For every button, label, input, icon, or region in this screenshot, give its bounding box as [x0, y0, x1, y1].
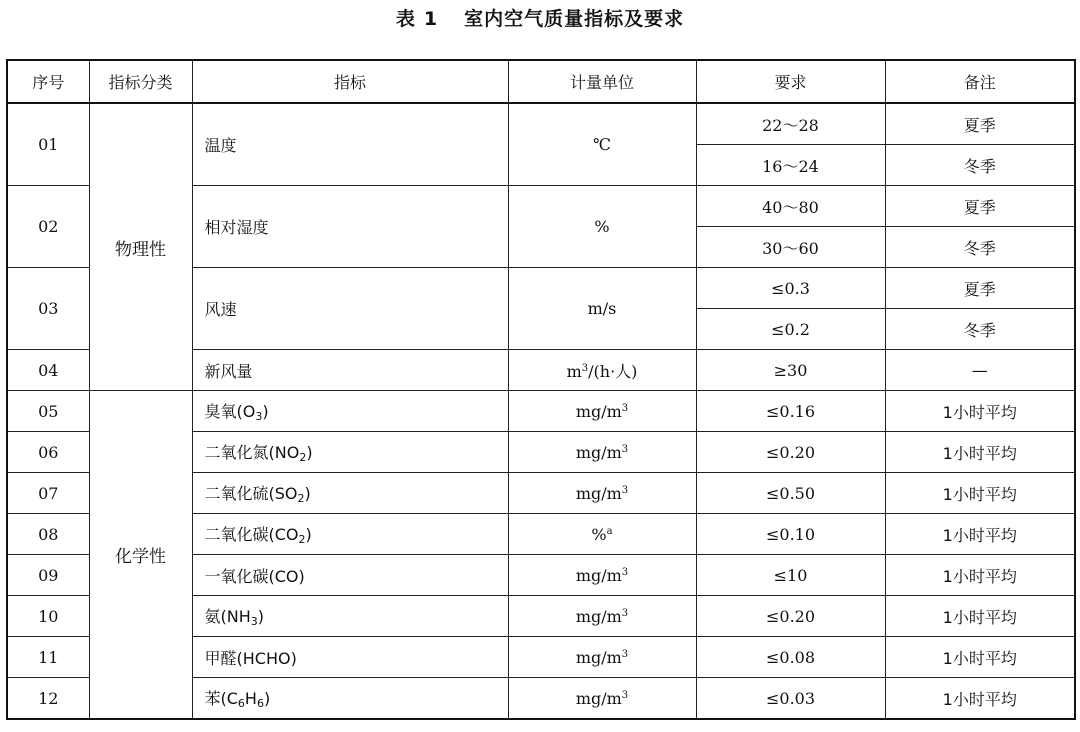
- row-seq: 03: [7, 268, 89, 350]
- indicator-sub: 3: [250, 615, 258, 628]
- row-unit: [508, 555, 696, 596]
- unit-main: %: [591, 524, 607, 544]
- row-note: 1小时平均: [885, 596, 1075, 637]
- row-seq: 04: [7, 350, 89, 391]
- table-title: [0, 7, 1080, 31]
- unit-sup: 3: [581, 362, 589, 374]
- row-unit: [508, 637, 696, 678]
- row-seq: 11: [7, 637, 89, 678]
- row-note: 夏季: [885, 103, 1075, 145]
- row-note: 1小时平均: [885, 678, 1075, 720]
- unit-sup: 3: [621, 648, 629, 660]
- row-note: 1小时平均: [885, 473, 1075, 514]
- indicator-main: 甲醛(HCHO): [204, 648, 297, 668]
- row-unit: [508, 473, 696, 514]
- row-seq: 09: [7, 555, 89, 596]
- row-unit: m/s: [508, 268, 696, 350]
- row-requirement: ≥30: [696, 350, 885, 391]
- unit-sup: 3: [621, 689, 629, 701]
- row-note: 1小时平均: [885, 555, 1075, 596]
- row-seq: 10: [7, 596, 89, 637]
- indicator-main: 氨(NH: [204, 607, 251, 626]
- unit-sup: 3: [621, 566, 629, 578]
- header-unit: 计量单位: [508, 60, 696, 103]
- header-seq: 序号: [7, 60, 89, 103]
- unit-sup: 3: [621, 443, 629, 455]
- indicator-main: 二氧化硫(SO: [204, 484, 298, 503]
- row-seq: 06: [7, 432, 89, 473]
- row-indicator: 温度: [192, 103, 508, 186]
- indicator-sub: 2: [298, 533, 306, 546]
- row-note: 1小时平均: [885, 391, 1075, 432]
- indicator-main: 臭氧(O: [204, 402, 256, 421]
- unit-main: mg/m: [575, 483, 622, 503]
- row-indicator: [192, 432, 508, 473]
- unit-sup: 3: [621, 402, 629, 414]
- indicator-end: ): [262, 402, 269, 421]
- unit-main: mg/m: [575, 442, 622, 462]
- indicator-end: ): [305, 525, 312, 544]
- header-indicator: 指标: [192, 60, 508, 103]
- row-requirement: 16～24: [696, 145, 885, 186]
- table-title-text: 室内空气质量指标及要求: [464, 8, 685, 30]
- row-unit: ℃: [508, 103, 696, 186]
- row-note: 夏季: [885, 186, 1075, 227]
- row-requirement: 30～60: [696, 227, 885, 268]
- row-requirement: 40～80: [696, 186, 885, 227]
- row-seq: 12: [7, 678, 89, 720]
- row-unit: [508, 514, 696, 555]
- table-row: [7, 103, 1075, 145]
- indicator-sub: 2: [299, 451, 307, 464]
- indicator-sub: 3: [255, 410, 263, 423]
- table-title-number: 1: [423, 8, 439, 30]
- header-category: 指标分类: [89, 60, 192, 103]
- row-indicator: [192, 391, 508, 432]
- unit-rest: /(h·人): [588, 361, 638, 381]
- row-indicator: 相对湿度: [192, 186, 508, 268]
- row-note: 1小时平均: [885, 637, 1075, 678]
- indicator-end: ): [263, 689, 271, 708]
- row-unit: [508, 350, 696, 391]
- row-note: 冬季: [885, 227, 1075, 268]
- row-indicator: [192, 678, 508, 720]
- row-seq: 05: [7, 391, 89, 432]
- row-unit: [508, 678, 696, 720]
- row-requirement: 22～28: [696, 103, 885, 145]
- row-note: 冬季: [885, 309, 1075, 350]
- row-indicator: [192, 555, 508, 596]
- row-note: 1小时平均: [885, 432, 1075, 473]
- unit-sup: 3: [621, 607, 629, 619]
- unit-sup: 3: [621, 484, 629, 496]
- row-requirement: ≤0.16: [696, 391, 885, 432]
- unit-main: mg/m: [575, 565, 622, 585]
- unit-main: mg/m: [575, 647, 622, 667]
- row-requirement: ≤0.3: [696, 268, 885, 309]
- indicator-main: 一氧化碳(CO): [204, 566, 305, 586]
- row-note: 1小时平均: [885, 514, 1075, 555]
- indicator-main: 苯(C: [204, 689, 238, 708]
- row-note: —: [885, 350, 1075, 391]
- unit-main: mg/m: [575, 401, 622, 421]
- row-seq: 08: [7, 514, 89, 555]
- header-row: [7, 60, 1075, 103]
- row-seq: 02: [7, 186, 89, 268]
- indicator-main: 二氧化氮(NO: [204, 443, 300, 462]
- row-unit: [508, 596, 696, 637]
- unit-main: m: [566, 361, 582, 381]
- indicator-end: ): [257, 607, 264, 626]
- row-requirement: ≤0.03: [696, 678, 885, 720]
- row-indicator: 风速: [192, 268, 508, 350]
- row-indicator: [192, 596, 508, 637]
- row-note: 冬季: [885, 145, 1075, 186]
- indicator-sub2: 6: [256, 697, 264, 710]
- row-requirement: ≤0.20: [696, 432, 885, 473]
- indicator-main: 二氧化碳(CO: [204, 525, 299, 544]
- unit-sup: a: [606, 525, 613, 537]
- row-requirement: ≤10: [696, 555, 885, 596]
- unit-main: mg/m: [575, 688, 622, 708]
- row-requirement: ≤0.20: [696, 596, 885, 637]
- row-seq: 07: [7, 473, 89, 514]
- table-title-prefix: 表: [395, 8, 416, 30]
- category-physical: 物理性: [89, 103, 192, 391]
- row-unit: %: [508, 186, 696, 268]
- indoor-air-quality-table: [6, 59, 1076, 720]
- row-requirement: ≤0.08: [696, 637, 885, 678]
- indicator-sub: 6: [237, 697, 245, 710]
- indicator-mid: H: [244, 689, 257, 708]
- row-indicator: [192, 637, 508, 678]
- header-requirement: 要求: [696, 60, 885, 103]
- header-note: 备注: [885, 60, 1075, 103]
- row-indicator: [192, 473, 508, 514]
- row-unit: [508, 391, 696, 432]
- row-requirement: ≤0.50: [696, 473, 885, 514]
- row-indicator: 新风量: [192, 350, 508, 391]
- row-indicator: [192, 514, 508, 555]
- row-requirement: ≤0.10: [696, 514, 885, 555]
- row-note: 夏季: [885, 268, 1075, 309]
- indicator-sub: 2: [297, 492, 305, 505]
- row-requirement: ≤0.2: [696, 309, 885, 350]
- unit-main: mg/m: [575, 606, 622, 626]
- row-unit: [508, 432, 696, 473]
- indicator-end: ): [304, 484, 311, 503]
- row-seq: 01: [7, 103, 89, 186]
- indicator-end: ): [306, 443, 313, 462]
- table-row: [7, 391, 1075, 432]
- category-chemical: 化学性: [89, 391, 192, 720]
